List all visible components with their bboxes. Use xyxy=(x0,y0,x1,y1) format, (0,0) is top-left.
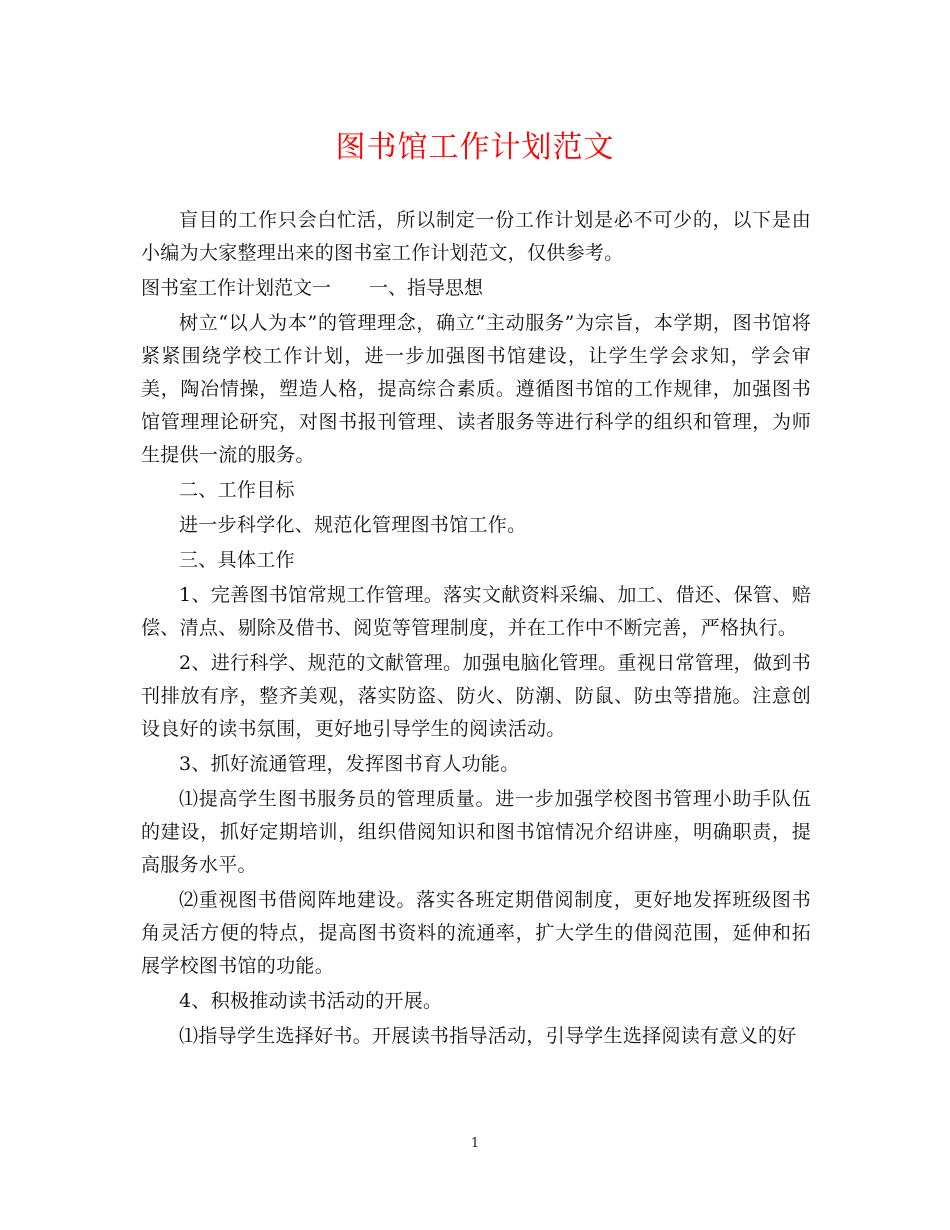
document-title: 图书馆工作计划范文 xyxy=(335,130,615,165)
item-4-1: ⑴指导学生选择好书。开展读书指导活动，引导学生选择阅读有意义的好 xyxy=(179,1025,797,1047)
item-2: 2、进行科学、规范的文献管理。加强电脑化管理。重视日常管理，做到书刊排放有序，整齐美观，落实防盗、防火、防潮、防鼠、防虫等措施。注意创设良好的读书氛围，更好地引导学生的阅读活动。 xyxy=(141,652,811,740)
work-heading: 三、具体工作 xyxy=(179,549,295,571)
plan-heading-left: 图书室工作计划范文一 xyxy=(141,277,332,299)
plan-heading-right: 一、指导思想 xyxy=(369,277,484,299)
intro-paragraph: 盲目的工作只会白忙活，所以制定一份工作计划是必不可少的，以下是由小编为大家整理出来的图书室工作计划范文，仅供参考。 xyxy=(141,209,811,264)
guiding-paragraph: 树立“以人为本”的管理理念，确立“主动服务”为宗旨，本学期，图书馆将紧紧围绕学校工作计划，进一步加强图书馆建设，让学生学会求知，学会审美，陶冶情操，塑造人格，提高综合素质。遵循图书馆的工作规律，加强图书馆管理理论研究，对图书报刊管理、读者服务等进行科学的组织和管理，为师生提供一流的服务。 xyxy=(141,312,811,466)
goal-heading: 二、工作目标 xyxy=(179,479,295,501)
page-number: 1 xyxy=(470,1136,480,1151)
item-3-1: ⑴提高学生图书服务员的管理质量。进一步加强学校图书管理小助手队伍的建设，抓好定期培训，组织借阅知识和图书馆情况介绍讲座，明确职责，提高服务水平。 xyxy=(141,788,811,876)
item-3-2: ⑵重视图书借阅阵地建设。落实各班定期借阅制度，更好地发挥班级图书角灵活方便的特点，提高图书资料的流通率，扩大学生的借阅范围，延伸和拓展学校图书馆的功能。 xyxy=(141,889,811,977)
goal-paragraph: 进一步科学化、规范化管理图书馆工作。 xyxy=(179,514,527,536)
item-4: 4、积极推动读书活动的开展。 xyxy=(179,990,443,1012)
item-3: 3、抓好流通管理，发挥图书育人功能。 xyxy=(179,753,520,775)
item-1: 1、完善图书馆常规工作管理。落实文献资料采编、加工、借还、保管、赔偿、清点、剔除及借书、阅览等管理制度，并在工作中不断完善，严格执行。 xyxy=(141,584,811,639)
document-body xyxy=(141,204,811,1055)
plan-heading-line xyxy=(141,272,811,305)
